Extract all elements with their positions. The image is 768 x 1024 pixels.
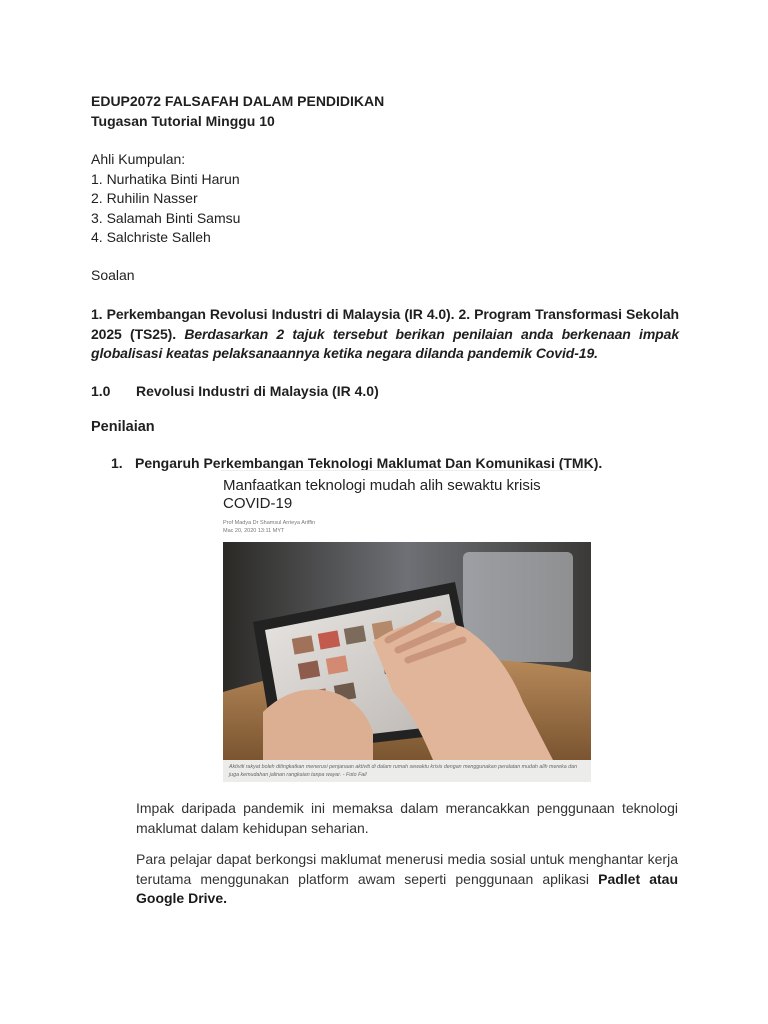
paragraph-students-apps: Padlet atau Google Drive. <box>136 870 678 906</box>
section-title: Revolusi Industri di Malaysia (IR 4.0) <box>136 382 379 399</box>
member-item: 1. Nurhatika Binti Harun <box>91 170 240 187</box>
assignment-title: Tugasan Tutorial Minggu 10 <box>91 112 275 129</box>
article-byline <box>223 519 315 535</box>
point-number: 1. <box>111 454 123 471</box>
question-label: Soalan <box>91 266 135 283</box>
member-item: 3. Salamah Binti Samsu <box>91 209 241 226</box>
image-caption: Aktiviti rakyat boleh ditingkatkan menerusi penjanaan aktiviti di dalam rumah sewaktu krisis dengan menggunakan peralatan mudah alih mereka dan juga kemudahan jalinan rangkaian tanpa wayar. - Foto Fail <box>223 760 591 782</box>
member-list <box>91 170 679 248</box>
question-instruction: Berdasarkan 2 tajuk tersebut berikan penilaian anda berkenaan impak globalisasi keatas pelaksanaannya ketika negara dilanda pandemik Covid-19. <box>91 325 680 361</box>
course-title: EDUP2072 FALSAFAH DALAM PENDIDIKAN <box>91 93 385 109</box>
member-item: 4. Salchriste Salleh <box>91 229 211 245</box>
article-author: Prof Madya Dr Shamsul Arrieya Ariffin <box>223 520 316 526</box>
member-item: 2. Ruhilin Nasser <box>91 190 198 206</box>
document-body <box>91 92 679 488</box>
paragraph-students-text: Para pelajar dapat berkongsi maklumat menerusi media sosial untuk menghantar kerja terutama menggunakan platform awam seperti penggunaan aplikasi <box>136 851 678 887</box>
question-text <box>91 305 679 364</box>
point-text: Pengaruh Perkembangan Teknologi Maklumat Dan Komunikasi (TMK). <box>135 454 603 471</box>
section-number: 1.0 <box>91 382 111 399</box>
penilaian-heading: Penilaian <box>91 419 155 435</box>
article-headline: Manfaatkan teknologi mudah alih sewaktu krisis COVID-19 <box>223 477 541 512</box>
paragraph-impact: Impak daripada pandemik ini memaksa dalam merancakkan penggunaan teknologi maklumat dalam kehidupan seharian. <box>136 800 678 836</box>
section-heading <box>91 382 679 402</box>
group-label: Ahli Kumpulan: <box>91 151 186 167</box>
tablet-hands-illustration <box>223 542 591 760</box>
question-topics: 1. Perkembangan Revolusi Industri di Malaysia (IR 4.0). 2. Program Transformasi Sekolah 2025 (TS25). <box>91 306 679 342</box>
tablet-photo <box>223 542 591 760</box>
news-article-image <box>221 470 591 786</box>
article-date: Mac 20, 2020 13:11 MYT <box>223 528 285 534</box>
paragraph-students <box>136 850 678 909</box>
